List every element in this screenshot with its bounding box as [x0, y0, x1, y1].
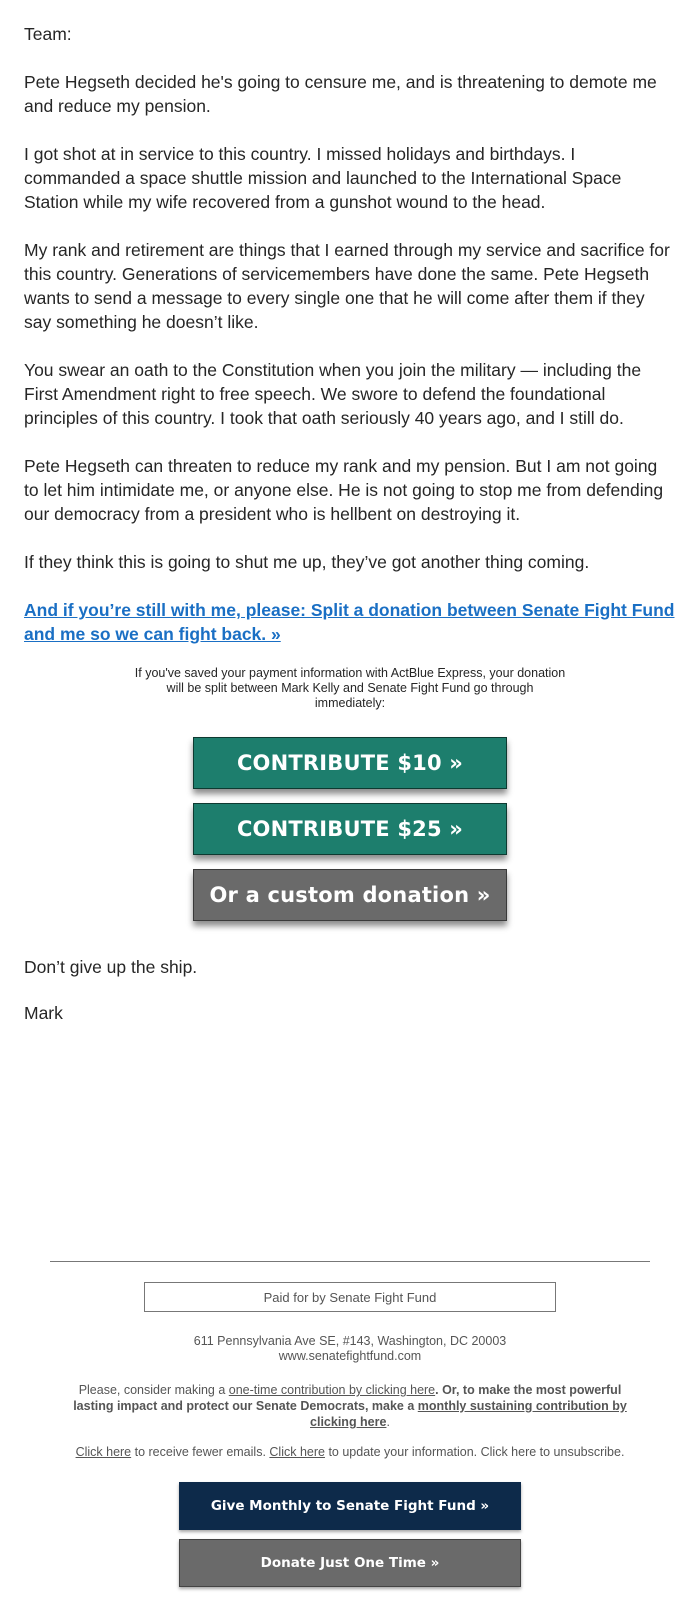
split-donation-link[interactable]: And if you’re still with me, please: Split a donation between Senate Fight Fund and me so we can fight back. »: [24, 600, 675, 644]
closing-line: Don’t give up the ship.: [24, 957, 198, 977]
paragraph-6: If they think this is going to shut me up, they’ve got another thing coming.: [24, 552, 590, 572]
email-preferences: [0, 1444, 700, 1460]
paid-for-box: Paid for by Senate Fight Fund: [144, 1282, 556, 1312]
monthly-contribution-link[interactable]: monthly sustaining contribution by clicking here: [310, 1399, 627, 1429]
paragraph-5: Pete Hegseth can threaten to reduce my rank and my pension. But I am not going to let him intimidate me, or anyone else. He is not going to stop me from defending our democracy from a president who is hellbent on destroying it.: [24, 456, 664, 524]
fewer-emails-text: to receive fewer emails.: [131, 1445, 270, 1459]
consider-prefix: Please, consider making a: [78, 1383, 229, 1397]
address: 611 Pennsylvania Ave SE, #143, Washington, DC 20003: [193, 1334, 507, 1348]
update-info-link[interactable]: Click here: [269, 1445, 325, 1459]
consider-end: .: [386, 1415, 390, 1429]
contribution-note: [70, 1382, 630, 1430]
give-monthly-button[interactable]: Give Monthly to Senate Fight Fund »: [179, 1482, 521, 1530]
donation-buttons: [24, 737, 676, 935]
consider-middle: . Or, to make the most powerful lasting impact and protect our Senate Democrats, make a: [73, 1383, 622, 1413]
fewer-emails-link[interactable]: Click here: [75, 1445, 132, 1459]
website: www.senatefightfund.com: [278, 1349, 422, 1363]
greeting: Team:: [24, 24, 72, 44]
paragraph-4: You swear an oath to the Constitution when you join the military — including the First Amendment right to free speech. We swore to defend the foundational principles of this country. I took that oath seriously 40 years ago, and I still do.: [24, 360, 642, 428]
actblue-express-note: If you've saved your payment information with ActBlue Express, your donation will be split between Mark Kelly and Senate Fight Fund go through immediately:: [134, 666, 566, 710]
contribute-25-button[interactable]: CONTRIBUTE $25 »: [193, 803, 507, 855]
one-time-contribution-link[interactable]: one-time contribution by clicking here: [228, 1383, 436, 1397]
paragraph-1: Pete Hegseth decided he's going to censure me, and is threatening to demote me and reduce my pension.: [24, 72, 657, 116]
contribute-10-button[interactable]: CONTRIBUTE $10 »: [193, 737, 507, 789]
footer-divider: [50, 1261, 650, 1262]
footer: [0, 1261, 700, 1587]
update-info-text: to update your information. Click here to unsubscribe.: [324, 1445, 625, 1459]
paragraph-3: My rank and retirement are things that I earned through my service and sacrifice for this country. Generations of servicemembers have done the same. Pete Hegseth wants to send a message to every single one that he will come after them if they say something he doesn’t like.: [24, 240, 670, 332]
paragraph-2: I got shot at in service to this country. I missed holidays and birthdays. I commanded a space shuttle mission and launched to the International Space Station while my wife recovered from a gunshot wound to the head.: [24, 144, 622, 212]
signature: Mark: [24, 1003, 63, 1023]
custom-donation-button[interactable]: Or a custom donation »: [193, 869, 507, 921]
address-block: [0, 1334, 700, 1364]
donate-one-time-button[interactable]: Donate Just One Time »: [179, 1539, 521, 1587]
